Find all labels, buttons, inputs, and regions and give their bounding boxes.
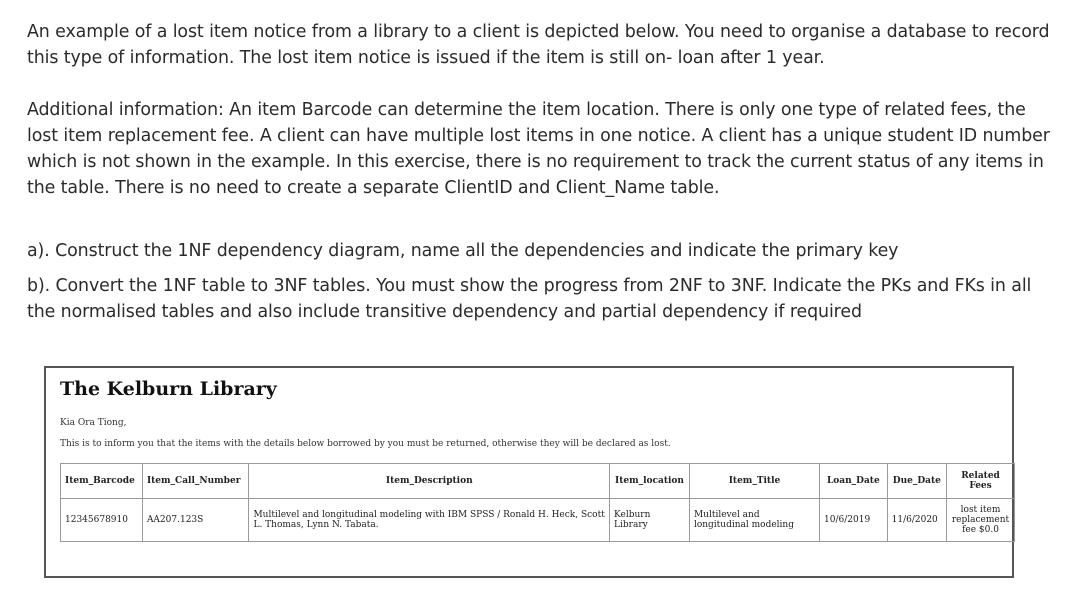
question-additional — [27, 97, 1057, 201]
cell-related-fees: lost item replacement fee $0.0 — [947, 499, 1015, 542]
header-item-call-number: Item_Call_Number — [142, 464, 249, 499]
cell-item-title: Multilevel and longitudinal modeling — [689, 499, 819, 542]
part-b-text: b). Convert the 1NF table to 3NF tables. You must show the progress from 2NF to 3NF. Indicate the PKs and FKs in all the normalised tables and also include transitive dependency and partial dependency if required — [27, 276, 1032, 322]
cell-item-call-number: AA207.123S — [142, 499, 249, 542]
question-part-a — [27, 238, 1057, 264]
cell-item-barcode: 12345678910 — [61, 499, 143, 542]
additional-info-text: Additional information: An item Barcode can determine the item location. There is only one type of related fees, the lost item replacement fee. A client can have multiple lost items in one notice. A client has a unique student ID number which is not shown in the example. In this exercise, there is no requirement to track the current status of any items in the table. There is no need to create a separate ClientID and Client_Name table. — [27, 100, 1050, 198]
header-item-barcode: Item_Barcode — [61, 464, 143, 499]
cell-item-location: Kelburn Library — [610, 499, 690, 542]
table-header-row — [61, 464, 1015, 499]
header-item-location: Item_location — [610, 464, 690, 499]
header-related-fees: Related Fees — [947, 464, 1015, 499]
cell-item-description: Multilevel and longitudinal modeling with IBM SPSS / Ronald H. Heck, Scott L. Thomas, Lynn N. Tabata. — [249, 499, 610, 542]
cell-due-date: 11/6/2020 — [887, 499, 946, 542]
library-title: The Kelburn Library — [60, 378, 277, 400]
lost-items-table — [60, 463, 1015, 542]
header-item-title: Item_Title — [689, 464, 819, 499]
question-intro — [27, 19, 1057, 71]
header-item-description: Item_Description — [249, 464, 610, 499]
notice-message: This is to inform you that the items with the details below borrowed by you must be returned, otherwise they will be declared as lost. — [60, 439, 671, 449]
table-row — [61, 499, 1015, 542]
part-a-text: a). Construct the 1NF dependency diagram, name all the dependencies and indicate the primary key — [27, 241, 899, 261]
notice-greeting: Kia Ora Tiong, — [60, 418, 127, 428]
lost-item-notice — [44, 366, 1014, 578]
header-due-date: Due_Date — [887, 464, 946, 499]
cell-loan-date: 10/6/2019 — [820, 499, 888, 542]
question-part-b — [27, 273, 1057, 325]
intro-text: An example of a lost item notice from a library to a client is depicted below. You need to organise a database to record this type of information. The lost item notice is issued if the item is still on- loan after 1 year. — [27, 22, 1050, 68]
header-loan-date: Loan_Date — [820, 464, 888, 499]
